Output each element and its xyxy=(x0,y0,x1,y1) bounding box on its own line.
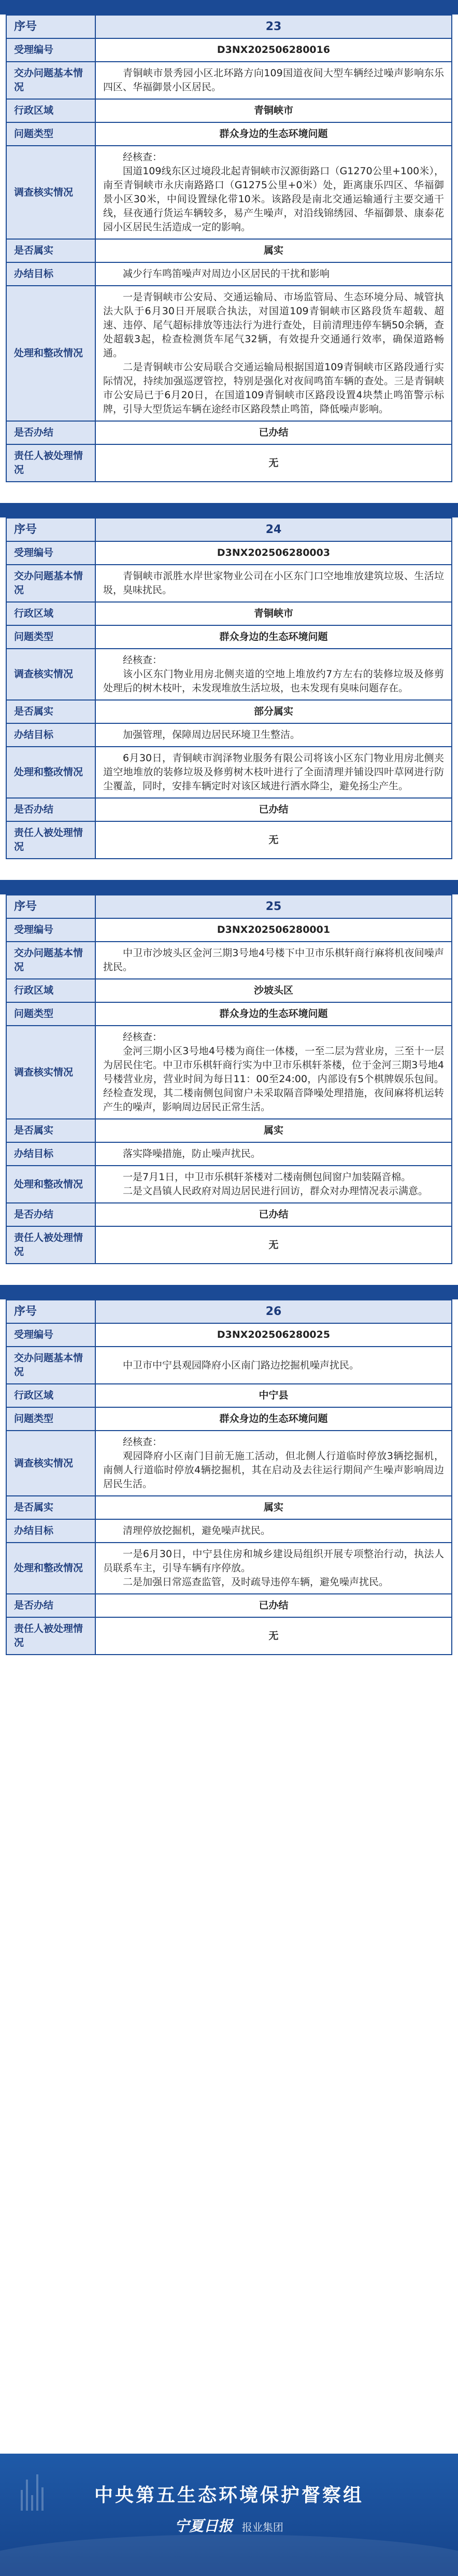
label-completed: 是否办结 xyxy=(6,1203,95,1226)
row-seq xyxy=(6,518,452,541)
label-handling: 处理和整改情况 xyxy=(6,1543,95,1594)
footer-logo xyxy=(0,2515,458,2536)
row-problem xyxy=(6,62,452,99)
row-handling xyxy=(6,1166,452,1203)
label-region: 行政区域 xyxy=(6,602,95,625)
row-goal xyxy=(6,1519,452,1543)
label-investigation: 调查核实情况 xyxy=(6,649,95,700)
value-seq: 26 xyxy=(95,1300,452,1323)
value-type: 群众身边的生态环境问题 xyxy=(95,1407,452,1431)
row-accountability xyxy=(6,821,452,859)
value-goal xyxy=(95,1519,452,1543)
label-id: 受理编号 xyxy=(6,1323,95,1347)
value-problem xyxy=(95,565,452,602)
label-accountability: 责任人被处理情况 xyxy=(6,1617,95,1655)
value-id: D3NX202506280003 xyxy=(95,541,452,565)
row-completed xyxy=(6,421,452,444)
top-bar xyxy=(0,0,458,15)
case-card xyxy=(0,894,458,1264)
footer-brand: 宁夏日报 xyxy=(175,2517,233,2535)
footer-title: 中央第五生态环境保护督察组 xyxy=(94,2485,364,2506)
row-completed xyxy=(6,1203,452,1226)
label-region: 行政区域 xyxy=(6,1384,95,1407)
paragraph: 清理停放挖掘机，避免噪声扰民。 xyxy=(123,1525,271,1536)
case-card xyxy=(0,517,458,859)
label-handling: 处理和整改情况 xyxy=(6,747,95,798)
value-investigation xyxy=(95,1026,452,1119)
row-seq xyxy=(6,15,452,38)
card-gap xyxy=(0,859,458,880)
card-top-bar xyxy=(0,1285,458,1299)
row-investigation xyxy=(6,1431,452,1496)
row-type xyxy=(6,1407,452,1431)
case-table xyxy=(6,1299,452,1655)
value-problem xyxy=(95,62,452,99)
case-table xyxy=(6,894,452,1264)
label-accountability: 责任人被处理情况 xyxy=(6,444,95,482)
value-id: D3NX202506280001 xyxy=(95,918,452,942)
value-handling xyxy=(95,1543,452,1594)
label-completed: 是否办结 xyxy=(6,1594,95,1617)
value-goal xyxy=(95,723,452,747)
value-seq: 25 xyxy=(95,895,452,918)
footer-brand-sub: 报业集团 xyxy=(241,2521,283,2533)
value-region: 青铜峡市 xyxy=(95,99,452,122)
row-goal xyxy=(6,262,452,286)
card-gap xyxy=(0,1264,458,1285)
card-top-bar xyxy=(0,880,458,894)
value-type: 群众身边的生态环境问题 xyxy=(95,1002,452,1026)
value-completed: 已办结 xyxy=(95,421,452,444)
value-investigation xyxy=(95,649,452,700)
paragraph: 经核查： xyxy=(123,1436,163,1448)
label-type: 问题类型 xyxy=(6,1002,95,1026)
row-goal xyxy=(6,723,452,747)
paragraph: 观园降府小区南门目前无施工活动，但北侧人行道临时停放3辆挖掘机，南侧人行道临时停放4辆挖掘机，其在启动及去往运行期间产生噪声影响周边居民生活。 xyxy=(103,1450,444,1490)
card-gap xyxy=(0,482,458,503)
label-investigation: 调查核实情况 xyxy=(6,1026,95,1119)
label-type: 问题类型 xyxy=(6,625,95,649)
row-handling xyxy=(6,1543,452,1594)
value-accountability: 无 xyxy=(95,1226,452,1264)
value-is-true: 属实 xyxy=(95,239,452,262)
row-is-true xyxy=(6,1496,452,1519)
row-region xyxy=(6,602,452,625)
case-card xyxy=(0,15,458,482)
card-top-bar xyxy=(0,503,458,517)
value-seq: 23 xyxy=(95,15,452,38)
value-goal xyxy=(95,1142,452,1166)
value-seq: 24 xyxy=(95,518,452,541)
label-region: 行政区域 xyxy=(6,99,95,122)
row-id xyxy=(6,1323,452,1347)
paragraph: 青铜峡市景秀园小区北环路方向109国道夜间大型车辆经过噪声影响东乐四区、华福御景小区居民。 xyxy=(103,67,444,93)
row-id xyxy=(6,918,452,942)
value-region: 沙坡头区 xyxy=(95,979,452,1002)
paragraph: 经核查： xyxy=(123,654,163,666)
row-investigation xyxy=(6,1026,452,1119)
value-region: 中宁县 xyxy=(95,1384,452,1407)
value-type: 群众身边的生态环境问题 xyxy=(95,625,452,649)
label-is-true: 是否属实 xyxy=(6,700,95,723)
row-is-true xyxy=(6,700,452,723)
paragraph: 该小区东门物业用房北侧夹道的空地上堆放约7方左右的装修垃圾及修剪处理后的树木枝叶，未发现堆放生活垃圾，也未发现有臭味问题存在。 xyxy=(103,668,444,694)
footer-wave xyxy=(0,2535,458,2576)
label-is-true: 是否属实 xyxy=(6,239,95,262)
row-accountability xyxy=(6,1226,452,1264)
row-completed xyxy=(6,798,452,821)
case-table xyxy=(6,517,452,859)
label-goal: 办结目标 xyxy=(6,262,95,286)
paragraph: 中卫市中宁县观园降府小区南门路边挖掘机噪声扰民。 xyxy=(123,1359,360,1371)
case-table xyxy=(6,15,452,482)
value-problem xyxy=(95,1347,452,1384)
row-accountability xyxy=(6,444,452,482)
value-accountability: 无 xyxy=(95,444,452,482)
value-investigation xyxy=(95,1431,452,1496)
label-seq: 序号 xyxy=(6,895,95,918)
paragraph: 金河三期小区3号地4号楼为商住一体楼，一至二层为营业房，三至十一层为居民住宅。中卫市乐棋轩商行实为中卫市乐棋轩茶楼，位于金河三期3号地4号楼营业房，营业时间为每日11：00至24:00，内部设有5个棋牌娱乐包间。经检查发现，其二楼南侧包间窗户未采取隔音降噪处理措施，夜间麻将机运转产生的噪声，影响周边居民正常生活。 xyxy=(103,1045,444,1113)
paragraph: 国道109线东区过境段北起青铜峡市汉源街路口（G1270公里+100米），南至青铜峡市永庆南路路口（G1275公里+0米）处，距离康乐四区、华福御景小区30米，中间设置绿化带10米。该路段是南北交通运输通行主要交通干线，昼夜通行货运车辆较多，易产生噪声，对沿线锦绣园、华福御景、康泰花园小区居民生活造成一定的影响。 xyxy=(103,165,444,233)
label-goal: 办结目标 xyxy=(6,723,95,747)
value-completed: 已办结 xyxy=(95,1594,452,1617)
paragraph: 一是6月30日，中宁县住房和城乡建设局组织开展专项整治行动，执法人员联系车主，引导车辆有序停放。 xyxy=(103,1548,444,1574)
value-is-true: 属实 xyxy=(95,1119,452,1142)
paragraph: 减少行车鸣笛噪声对周边小区居民的干扰和影响 xyxy=(123,268,330,279)
row-type xyxy=(6,1002,452,1026)
row-handling xyxy=(6,286,452,421)
label-completed: 是否办结 xyxy=(6,798,95,821)
value-problem xyxy=(95,942,452,979)
label-type: 问题类型 xyxy=(6,1407,95,1431)
row-handling xyxy=(6,747,452,798)
label-completed: 是否办结 xyxy=(6,421,95,444)
row-id xyxy=(6,38,452,62)
label-seq: 序号 xyxy=(6,15,95,38)
label-id: 受理编号 xyxy=(6,541,95,565)
label-investigation: 调查核实情况 xyxy=(6,1431,95,1496)
label-seq: 序号 xyxy=(6,1300,95,1323)
label-problem: 交办问题基本情况 xyxy=(6,62,95,99)
value-accountability: 无 xyxy=(95,821,452,859)
paragraph: 一是青铜峡市公安局、交通运输局、市场监管局、生态环境分局、城管执法大队于6月30日开展联合执法，对国道109青铜峡市区路段货车超载、超速、违停、尾气超标排放等违法行为进行查处，目前清理违停车辆50余辆，查处超载3起，检查检测货车尾气32辆，有效提升交通通行效率，确保道路畅通。 xyxy=(103,291,444,359)
paragraph: 二是青铜峡市公安局联合交通运输局根据国道109青铜峡市区路段通行实际情况，持续加强巡逻管控，特别是强化对夜间鸣笛车辆的查处。三是青铜峡市公安局已于6月20日，在国道109青铜峡市区路段设置4块禁止鸣笛警示标牌，引导大型货运车辆在途经市区路段禁止鸣笛，降低噪声影响。 xyxy=(103,361,444,415)
row-investigation xyxy=(6,649,452,700)
row-is-true xyxy=(6,1119,452,1142)
label-is-true: 是否属实 xyxy=(6,1496,95,1519)
paragraph: 二是文昌镇人民政府对周边居民进行回访，群众对办理情况表示满意。 xyxy=(123,1185,428,1197)
value-region: 青铜峡市 xyxy=(95,602,452,625)
paragraph: 6月30日，青铜峡市润泽物业服务有限公司将该小区东门物业用房北侧夹道空地堆放的装修垃圾及修剪树木枝叶进行了全面清理并铺设四叶草网进行防尘覆盖，同时，安排车辆定时对该区域进行洒水降尘，避免扬尘产生。 xyxy=(103,752,444,792)
case-card xyxy=(0,1299,458,1655)
row-problem xyxy=(6,565,452,602)
value-accountability: 无 xyxy=(95,1617,452,1655)
row-is-true xyxy=(6,239,452,262)
row-problem xyxy=(6,1347,452,1384)
value-completed: 已办结 xyxy=(95,1203,452,1226)
label-goal: 办结目标 xyxy=(6,1519,95,1543)
label-problem: 交办问题基本情况 xyxy=(6,942,95,979)
label-handling: 处理和整改情况 xyxy=(6,286,95,421)
paragraph: 经核查： xyxy=(123,151,163,163)
row-investigation xyxy=(6,146,452,239)
label-type: 问题类型 xyxy=(6,122,95,146)
label-accountability: 责任人被处理情况 xyxy=(6,821,95,859)
label-is-true: 是否属实 xyxy=(6,1119,95,1142)
label-accountability: 责任人被处理情况 xyxy=(6,1226,95,1264)
paragraph: 青铜峡市派胜水岸世家物业公司在小区东门口空地堆放建筑垃圾、生活垃圾，臭味扰民。 xyxy=(103,570,444,596)
paragraph: 中卫市沙坡头区金河三期3号地4号楼下中卫市乐棋轩商行麻将机夜间噪声扰民。 xyxy=(103,947,444,973)
value-type: 群众身边的生态环境问题 xyxy=(95,122,452,146)
value-is-true: 部分属实 xyxy=(95,700,452,723)
row-id xyxy=(6,541,452,565)
row-goal xyxy=(6,1142,452,1166)
row-seq xyxy=(6,895,452,918)
label-problem: 交办问题基本情况 xyxy=(6,1347,95,1384)
footer-banner xyxy=(0,2454,458,2576)
row-type xyxy=(6,625,452,649)
value-is-true: 属实 xyxy=(95,1496,452,1519)
paragraph: 一是7月1日，中卫市乐棋轩茶楼对二楼南侧包间窗户加装隔音棉。 xyxy=(123,1171,411,1183)
label-goal: 办结目标 xyxy=(6,1142,95,1166)
label-id: 受理编号 xyxy=(6,918,95,942)
row-completed xyxy=(6,1594,452,1617)
label-id: 受理编号 xyxy=(6,38,95,62)
value-completed: 已办结 xyxy=(95,798,452,821)
label-region: 行政区域 xyxy=(6,979,95,1002)
row-seq xyxy=(6,1300,452,1323)
label-problem: 交办问题基本情况 xyxy=(6,565,95,602)
paragraph: 经核查： xyxy=(123,1031,163,1043)
value-handling xyxy=(95,747,452,798)
paragraph: 二是加强日常巡查监管，及时疏导违停车辆，避免噪声扰民。 xyxy=(123,1576,389,1588)
value-goal xyxy=(95,262,452,286)
row-region xyxy=(6,99,452,122)
label-handling: 处理和整改情况 xyxy=(6,1166,95,1203)
paragraph: 加强管理，保障周边居民环境卫生整洁。 xyxy=(123,729,300,740)
row-problem xyxy=(6,942,452,979)
value-id: D3NX202506280016 xyxy=(95,38,452,62)
value-investigation xyxy=(95,146,452,239)
row-accountability xyxy=(6,1617,452,1655)
paragraph: 落实降噪措施，防止噪声扰民。 xyxy=(123,1148,261,1159)
label-investigation: 调查核实情况 xyxy=(6,146,95,239)
row-region xyxy=(6,1384,452,1407)
value-handling xyxy=(95,1166,452,1203)
value-id: D3NX202506280025 xyxy=(95,1323,452,1347)
case-list xyxy=(0,15,458,1655)
row-type xyxy=(6,122,452,146)
row-region xyxy=(6,979,452,1002)
label-seq: 序号 xyxy=(6,518,95,541)
value-handling xyxy=(95,286,452,421)
